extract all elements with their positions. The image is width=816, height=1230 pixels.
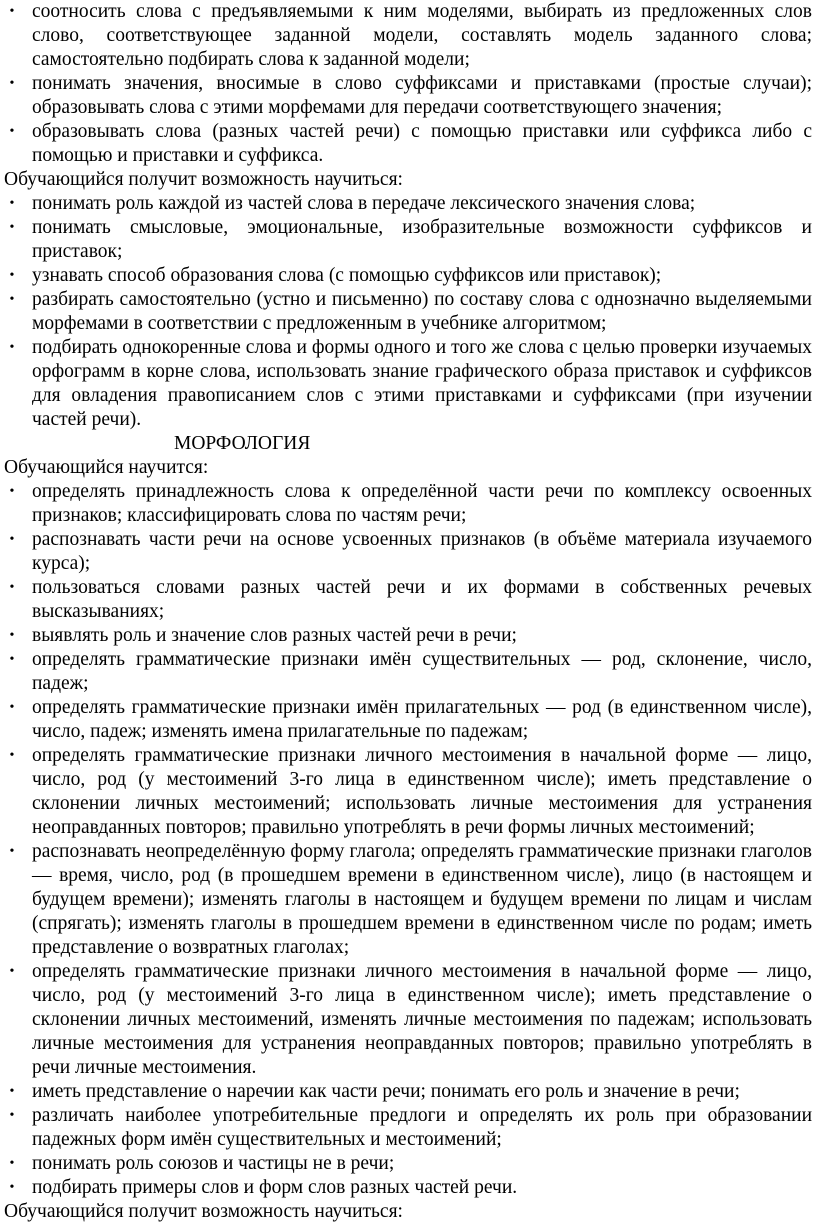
bullet-icon: • — [9, 220, 15, 235]
list-item — [4, 288, 812, 336]
paragraph: Обучающийся научится: — [4, 457, 209, 478]
list-item — [4, 480, 812, 528]
list-item-text: соотносить слова с предъявляемыми к ним моделями, выбирать из предложенных слов слово, соответствующее заданной модели, составлять модель заданного слова; самостоятельно подбирать слова к заданной модели; — [32, 1, 812, 70]
list-item-text: определять грамматические признаки личного местоимения в начальной форме — лицо, число, род (у местоимений 3-го лица в единственном числе); иметь представление о склонении личных местоимений; использовать личные местоимения для устранения неоправданных повторов; правильно употреблять в речи формы личных местоимений; — [32, 745, 812, 838]
list-item — [4, 1104, 812, 1152]
bullet-list — [4, 0, 812, 168]
list-item — [4, 336, 812, 432]
list-item — [4, 528, 812, 576]
list-item-text: узнавать способ образования слова (с помощью суффиксов или приставок); — [32, 265, 662, 286]
section-heading: МОРФОЛОГИЯ — [174, 433, 311, 454]
list-item — [4, 1080, 812, 1104]
bullet-icon: • — [9, 196, 15, 211]
list-item — [4, 576, 812, 624]
bullet-icon: • — [9, 628, 15, 643]
list-item — [4, 192, 812, 216]
list-item-text: понимать значения, вносимые в слово суффиксами и приставками (простые случаи); образовывать слова с этими морфемами для передачи соответствующего значения; — [32, 73, 812, 118]
bullet-icon: • — [9, 268, 15, 283]
bullet-icon: • — [9, 124, 15, 139]
bullet-icon: • — [9, 652, 15, 667]
document-page — [4, 0, 812, 1224]
bullet-icon: • — [9, 1180, 15, 1195]
bullet-icon: • — [9, 700, 15, 715]
paragraph: Обучающийся получит возможность научиться: — [4, 1201, 403, 1222]
list-item-text: подбирать примеры слов и форм слов разных частей речи. — [32, 1177, 518, 1198]
list-item-text: определять грамматические признаки личного местоимения в начальной форме — лицо, число, род (у местоимений 3-го лица в единственном числе); иметь представление о склонении личных местоимений, изменять личные местоимения по падежам; использовать личные местоимения для устранения неоправданных повторов; правильно употреблять в речи личные местоимения. — [32, 961, 812, 1078]
bullet-icon: • — [9, 340, 15, 355]
bullet-icon: • — [9, 1108, 15, 1123]
list-item-text: подбирать однокоренные слова и формы одного и того же слова с целью проверки изучаемых орфограмм в корне слова, использовать знание графического образа приставок и суффиксов для овладения правописанием слов с этими приставками и суффиксами (при изучении частей речи). — [32, 337, 812, 430]
list-item — [4, 1176, 812, 1200]
list-item-text: образовывать слова (разных частей речи) с помощью приставки или суффикса либо с помощью и приставки и суффикса. — [32, 121, 812, 166]
bullet-icon: • — [9, 484, 15, 499]
list-item-text: иметь представление о наречии как части речи; понимать его роль и значение в речи; — [32, 1081, 740, 1102]
list-item-text: понимать смысловые, эмоциональные, изобразительные возможности суффиксов и приставок; — [32, 217, 812, 262]
list-item — [4, 0, 812, 72]
bullet-icon: • — [9, 964, 15, 979]
list-item-text: выявлять роль и значение слов разных частей речи в речи; — [32, 625, 517, 646]
list-item — [4, 624, 812, 648]
list-item-text: определять принадлежность слова к определённой части речи по комплексу освоенных признаков; классифицировать слова по частям речи; — [32, 481, 812, 526]
bullet-icon: • — [9, 748, 15, 763]
paragraph: Обучающийся получит возможность научиться: — [4, 169, 403, 190]
bullet-icon: • — [9, 76, 15, 91]
list-item — [4, 648, 812, 696]
bullet-icon: • — [9, 292, 15, 307]
list-item — [4, 696, 812, 744]
bullet-list — [4, 192, 812, 432]
list-item-text: определять грамматические признаки имён прилагательных — род (в единственном числе), число, падеж; изменять имена прилагательные по падежам; — [32, 697, 812, 742]
list-item-text: разбирать самостоятельно (устно и письменно) по составу слова с однозначно выделяемыми морфемами в соответствии с предложенным в учебнике алгоритмом; — [32, 289, 812, 334]
bullet-icon: • — [9, 580, 15, 595]
list-item-text: пользоваться словами разных частей речи и их формами в собственных речевых высказываниях; — [32, 577, 812, 622]
list-item — [4, 840, 812, 960]
bullet-icon: • — [9, 4, 15, 19]
bullet-list — [4, 480, 812, 1200]
list-item — [4, 960, 812, 1080]
list-item — [4, 264, 812, 288]
list-item-text: понимать роль союзов и частицы не в речи; — [32, 1153, 395, 1174]
bullet-icon: • — [9, 1084, 15, 1099]
bullet-icon: • — [9, 1156, 15, 1171]
list-item-text: распознавать неопределённую форму глагола; определять грамматические признаки глаголов — время, число, род (в прошедшем времени в единственном числе), лицо (в настоящем и будущем времени); изменять глаголы в настоящем и будущем времени по лицам и числам (спрягать); изменять глаголы в прошедшем времени в единственном числе по родам; иметь представление о возвратных глаголах; — [32, 841, 812, 958]
list-item-text: определять грамматические признаки имён существительных — род, склонение, число, падеж; — [32, 649, 812, 694]
list-item-text: различать наиболее употребительные предлоги и определять их роль при образовании падежных форм имён существительных и местоимений; — [32, 1105, 812, 1150]
bullet-icon: • — [9, 844, 15, 859]
list-item — [4, 1152, 812, 1176]
list-item — [4, 744, 812, 840]
list-item — [4, 120, 812, 168]
list-item-text: распознавать части речи на основе усвоенных признаков (в объёме материала изучаемого курса); — [32, 529, 812, 574]
list-item — [4, 72, 812, 120]
list-item-text: понимать роль каждой из частей слова в передаче лексического значения слова; — [32, 193, 696, 214]
bullet-icon: • — [9, 532, 15, 547]
list-item — [4, 216, 812, 264]
